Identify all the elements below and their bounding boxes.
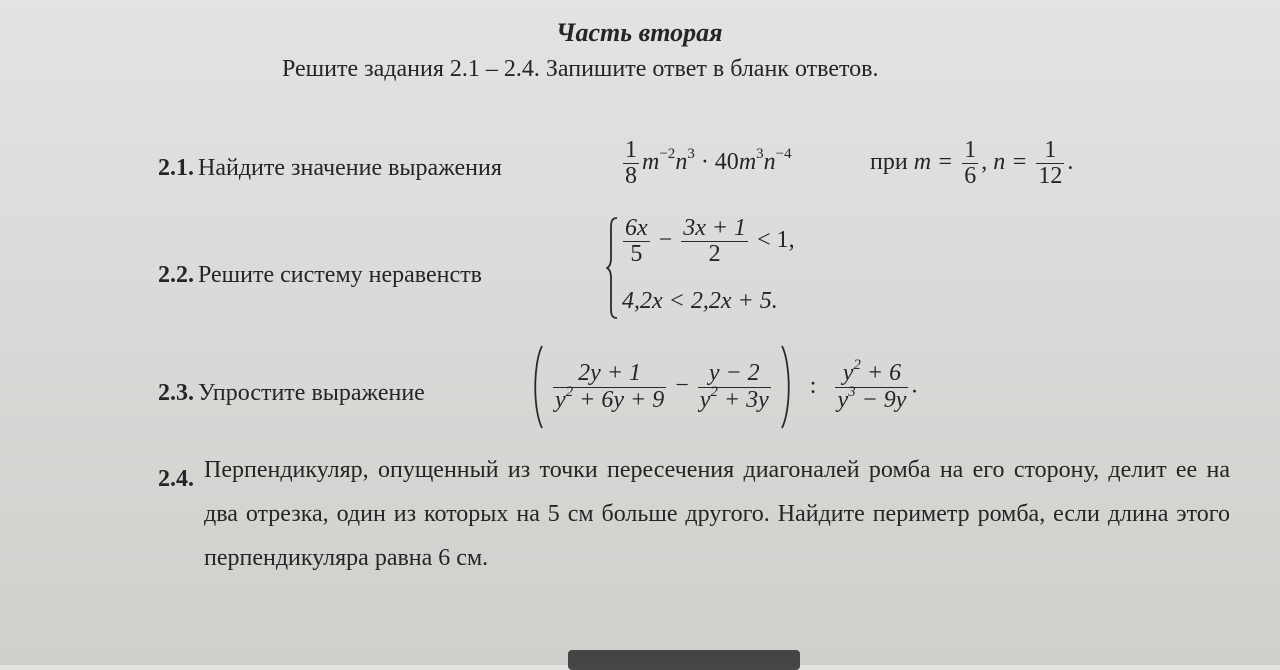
task-2-1-given-values: при m = $\frac{1}{6}$ , n = $\frac{1}{12}$ . [870,137,1074,190]
fraction-m: $\frac{1}{6}$ [964,137,977,190]
task-number: 2.3. [158,380,194,406]
inequality-line-2: 4,2x < 2,2x + 5. [622,288,778,314]
task-2-4-text: Перпендикуляр, опущенный из точки пересечения диагоналей ромба на его сторону, делит ее на два отрезка, один из которых на 5 см больше другого. Найдите периметр ромба, если длина этого перпендикуляра равна 6 см. [204,457,1230,571]
left-paren-icon [530,344,544,430]
fraction-3: $\frac{y^2 + 6}{y^3 - 9y}$ [837,357,907,413]
fraction-n: $\frac{1}{12}$ [1038,137,1063,190]
next-section-heading-fragment [568,650,800,670]
task-2-3-expression: $\frac{2y + 1}{y^2 + 6y + 9}$ − $\frac{y - 2}{y^2 + 3y}$ : $\frac{y^2 + 6}{y^3 - 9y}$ . [530,344,917,430]
section-title: Часть вторая [556,18,723,47]
task-text: Решите систему неравенств [198,262,482,288]
fraction-1: $\frac{2y + 1}{y^2 + 6y + 9}$ [555,360,665,413]
task-text: Найдите значение выражения [198,155,502,181]
fraction-coefficient: $\frac{1}{8}$ [625,137,637,190]
task-2-1-expression: $\frac{1}{8}$ $m^{-2}n^3 \cdot 40m^3n^{-4}$ [625,137,792,190]
task-text: Упростите выражение [198,380,425,406]
instructions: Решите задания 2.1 – 2.4. Запишите ответ в бланк ответов. [282,56,879,82]
system-brace-icon [606,216,618,320]
task-number: 2.1. [158,155,194,181]
task-number: 2.4. [158,466,194,492]
inequality-line-1: $\frac{6x}{5}$ − $\frac{3x + 1}{2}$ < 1, [625,215,795,268]
right-paren-icon [780,344,794,430]
fraction-2: $\frac{y - 2}{y^2 + 3y}$ [699,360,769,413]
task-2-1 [158,155,502,182]
task-2-3 [158,380,425,407]
task-number: 2.2. [158,262,194,288]
task-2-2 [158,262,482,289]
